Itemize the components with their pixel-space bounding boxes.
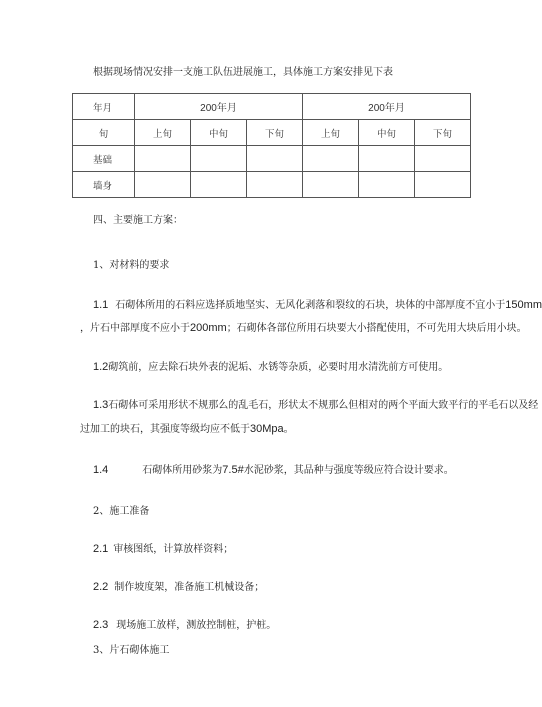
table-cell <box>359 146 415 172</box>
table-cell <box>415 172 471 198</box>
paragraph-number: 2.3 <box>93 619 109 631</box>
paragraph-1-1: 1.1 石砌体所用的石料应选择质地坚实、无风化剥落和裂纹的石块，块体的中部厚度不宜小于150mm <box>93 299 542 311</box>
paragraph-number: 1.4 <box>93 464 109 476</box>
table-row <box>73 120 471 146</box>
paragraph-1-1-cont: ，片石中部厚度不应小于200mm；石砌体各部位所用石块要大小搭配使用，不可先用大块后用小块。 <box>80 322 527 334</box>
section-heading: 四、主要施工方案： <box>93 215 183 226</box>
period-cell: 上旬 <box>303 120 359 146</box>
table-cell <box>359 172 415 198</box>
paragraph-2-1: 2.1 审核图纸，计算放样资料； <box>93 543 234 555</box>
paragraph-number: 1.1 <box>93 299 109 311</box>
paragraph-2-2: 2.2 制作坡度架，准备施工机械设备； <box>93 581 265 593</box>
table-row <box>73 146 471 172</box>
period-cell: 下旬 <box>415 120 471 146</box>
month-header: 200年月 <box>135 94 303 120</box>
row-label: 墙身 <box>73 172 135 198</box>
paragraph-1-4: 1.4 石砌体所用砂浆为7.5#水泥砂浆，其品种与强度等级应符合设计要求。 <box>93 464 454 476</box>
table-cell <box>303 172 359 198</box>
paragraph-number: 1.2 <box>93 361 109 373</box>
table-cell <box>135 172 191 198</box>
paragraph-number: 1.3 <box>93 399 109 411</box>
paragraph-number: 2.1 <box>93 543 109 555</box>
month-header: 200年月 <box>303 94 471 120</box>
table-cell <box>415 146 471 172</box>
table-cell <box>247 172 303 198</box>
period-cell: 上旬 <box>135 120 191 146</box>
header-month-label: 年月 <box>73 94 135 120</box>
table-cell <box>191 172 247 198</box>
table-cell <box>135 146 191 172</box>
paragraph-1-3: 1.3石砌体可采用形状不规那么的乱毛石，形状太不规那么但相对的两个平面大致平行的平毛石以及经 <box>93 399 539 411</box>
period-label: 旬 <box>73 120 135 146</box>
schedule-table <box>72 93 471 198</box>
intro-text: 根据现场情况安排一支施工队伍进展施工，具体施工方案安排见下表 <box>93 67 393 78</box>
item-heading: 2、施工准备 <box>93 506 150 517</box>
paragraph-2-3: 2.3 现场施工放样，测放控制桩，护桩。 <box>93 619 277 631</box>
table-cell <box>191 146 247 172</box>
table-row <box>73 172 471 198</box>
period-cell: 下旬 <box>247 120 303 146</box>
period-cell: 中旬 <box>359 120 415 146</box>
period-cell: 中旬 <box>191 120 247 146</box>
table-cell <box>247 146 303 172</box>
table-cell <box>303 146 359 172</box>
paragraph-1-2: 1.2砌筑前，应去除石块外表的泥垢、水锈等杂质，必要时用水清洗前方可使用。 <box>93 361 449 373</box>
paragraph-1-3-cont: 过加工的块石，其强度等级均应不低于30Mpa。 <box>80 423 294 435</box>
table-row <box>73 94 471 120</box>
item-heading: 1、对材料的要求 <box>93 260 170 271</box>
item-heading: 3、片石砌体施工 <box>93 645 170 656</box>
row-label: 基础 <box>73 146 135 172</box>
paragraph-number: 2.2 <box>93 581 109 593</box>
